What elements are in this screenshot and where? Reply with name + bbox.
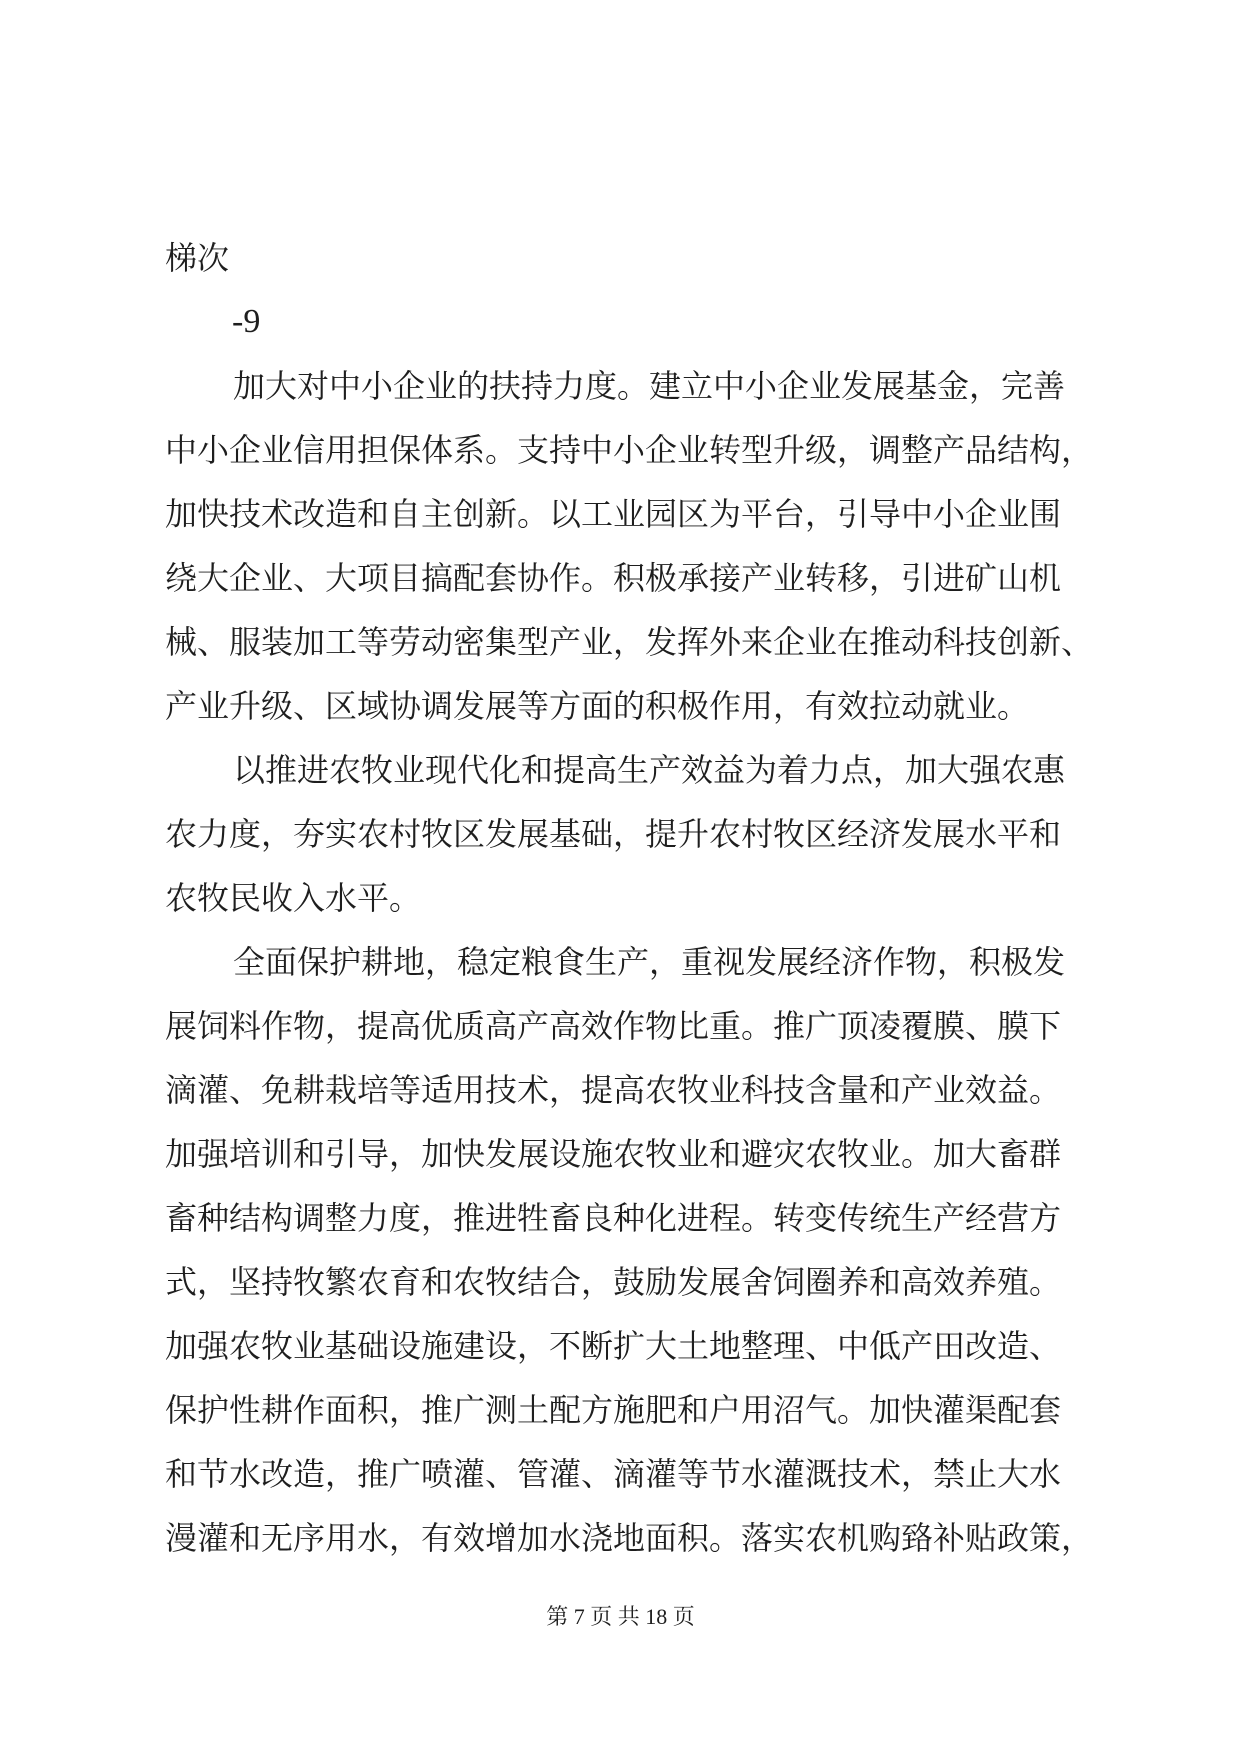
paragraph-line: 绕大企业、大项目搞配套协作。积极承接产业转移，引进矿山机 [165,559,1062,597]
paragraph-line: 农牧民收入水平。 [165,879,422,917]
paragraph-line: 中小企业信用担保体系。支持中小企业转型升级，调整产品结构， [165,431,1094,469]
paragraph-line: 滴灌、免耕栽培等适用技术，提高农牧业科技含量和产业效益。 [165,1071,1062,1109]
paragraph-line: 械、服装加工等劳动密集型产业，发挥外来企业在推动科技创新、 [165,623,1094,661]
paragraph-line: 和节水改造，推广喷灌、管灌、滴灌等节水灌溉技术，禁止大水 [165,1455,1062,1493]
paragraph-line: 产业升级、区域协调发展等方面的积极作用，有效拉动就业。 [165,687,1030,725]
paragraph-line: 加强培训和引导，加快发展设施农牧业和避灾农牧业。加大畜群 [165,1135,1062,1173]
paragraph-line: 全面保护耕地，稳定粮食生产，重视发展经济作物，积极发 [233,943,1066,981]
paragraph-line: 农力度，夯实农村牧区发展基础，提升农村牧区经济发展水平和 [165,815,1062,853]
paragraph-line: 展饲料作物，提高优质高产高效作物比重。推广顶凌覆膜、膜下 [165,1007,1062,1045]
paragraph-line: 式，坚持牧繁农育和农牧结合，鼓励发展舍饲圈养和高效养殖。 [165,1263,1062,1301]
page-number-footer: 第 7 页 共 18 页 [546,1604,695,1629]
number-line: -9 [232,303,261,340]
paragraph-line: 漫灌和无序用水，有效增加水浇地面积。落实农机购臵补贴政策， [165,1519,1094,1557]
heading-fragment: 梯次 [165,239,230,277]
paragraph-line: 畜种结构调整力度，推进牲畜良种化进程。转变传统生产经营方 [165,1199,1062,1237]
paragraph-line: 以推进农牧业现代化和提高生产效益为着力点，加大强农惠 [233,751,1066,789]
paragraph-line: 加快技术改造和自主创新。以工业园区为平台，引导中小企业围 [165,495,1062,533]
paragraph-line: 保护性耕作面积，推广测土配方施肥和户用沼气。加快灌渠配套 [165,1391,1062,1429]
paragraph-line: 加大对中小企业的扶持力度。建立中小企业发展基金，完善 [233,367,1066,405]
paragraph-line: 加强农牧业基础设施建设，不断扩大土地整理、中低产田改造、 [165,1327,1062,1365]
